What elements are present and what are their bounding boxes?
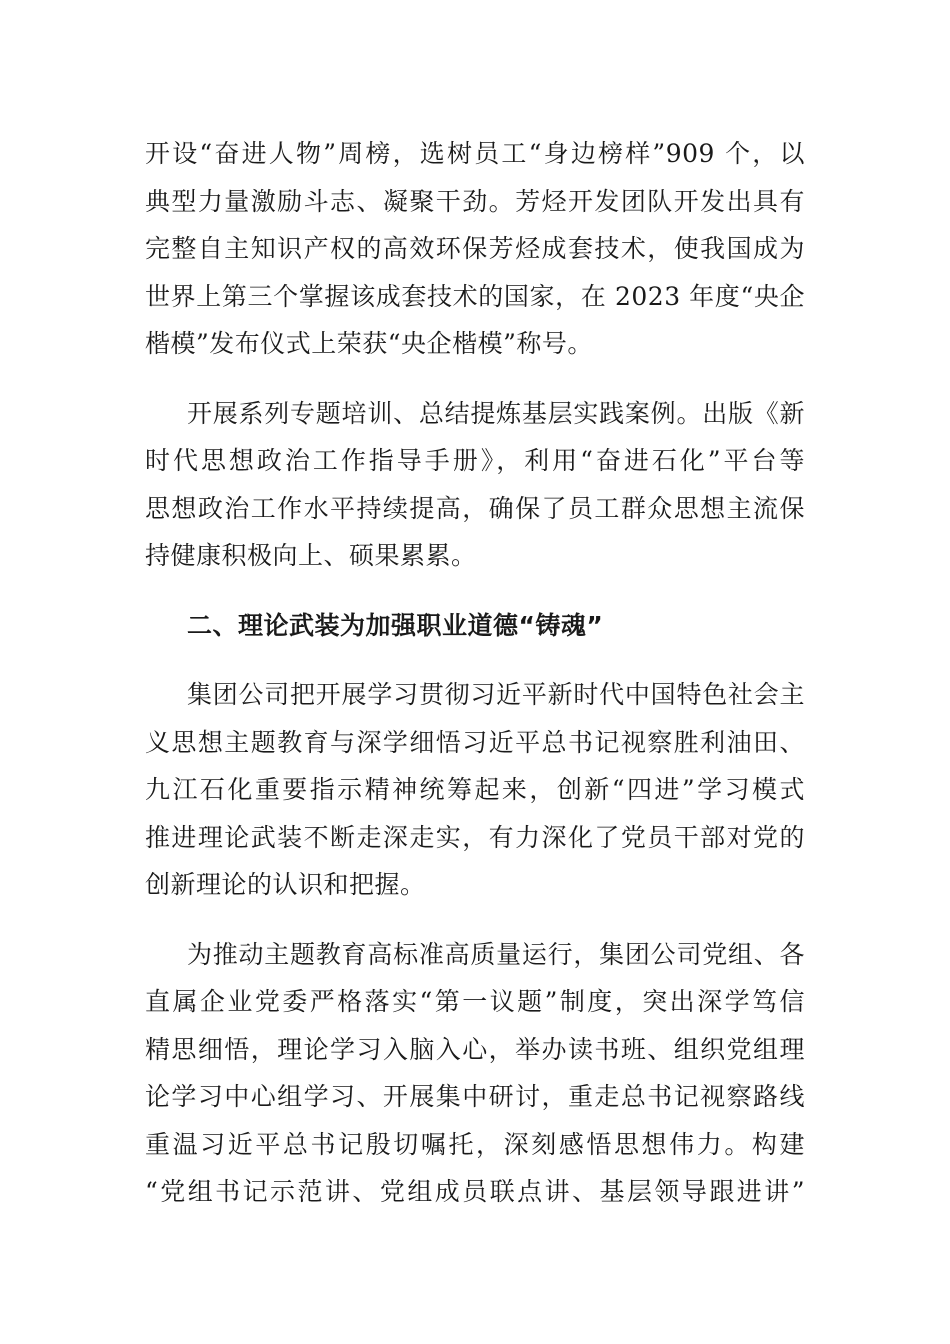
text-line: 完整自主知识产权的高效环保芳烃成套技术，使我国成为 (145, 234, 805, 263)
text-line: 集团公司把开展学习贯彻习近平新时代中国特色社会主 (187, 680, 805, 709)
text-line: 典型力量激励斗志、凝聚干劲。芳烃开发团队开发出具有 (145, 186, 805, 216)
text-line: 精思细悟，理论学习入脑入心，举办读书班、组织党组理 (145, 1034, 805, 1064)
text-line: 为推动主题教育高标准高质量运行，集团公司党组、各 (187, 939, 805, 969)
text-line: 开设“奋进人物”周榜，选树员工“身边榜样”909 个，以 (145, 139, 805, 168)
text-line: 义思想主题教育与深学细悟习近平总书记视察胜利油田、 (145, 727, 805, 757)
paragraph (145, 130, 805, 368)
text-line: 思想政治工作水平持续提高，确保了员工群众思想主流保 (145, 493, 805, 523)
text-line: 世界上第三个掌握该成套技术的国家，在 2023 年度“央企 (145, 281, 805, 311)
text-line: 开展系列专题培训、总结提炼基层实践案例。出版《新 (187, 398, 805, 428)
text-line: 九江石化重要指示精神统筹起来，创新“四进”学习模式 (145, 775, 805, 804)
text-line: 持健康积极向上、硕果累累。 (145, 541, 477, 570)
text-line: 直属企业党委严格落实“第一议题”制度，突出深学笃信 (145, 987, 805, 1016)
text-line: 论学习中心组学习、开展集中研讨，重走总书记视察路线 (145, 1082, 805, 1111)
section-heading: 二、理论武装为加强职业道德“铸魂” (187, 610, 604, 640)
document-body (145, 130, 805, 1216)
paragraph (145, 390, 805, 580)
text-line: 创新理论的认识和把握。 (145, 870, 426, 899)
paragraph (145, 671, 805, 909)
text-line: 时代思想政治工作指导手册》，利用“奋进石化”平台等 (145, 446, 805, 475)
text-line: 推进理论武装不断走深走实，有力深化了党员干部对党的 (145, 822, 805, 852)
text-line: 楷模”发布仪式上荣获“央企楷模”称号。 (145, 329, 593, 358)
text-line: 重温习近平总书记殷切嘱托，深刻感悟思想伟力。构建 (145, 1129, 805, 1159)
paragraph (145, 931, 805, 1216)
text-line: “党组书记示范讲、党组成员联点讲、基层领导跟进讲” (145, 1177, 805, 1206)
